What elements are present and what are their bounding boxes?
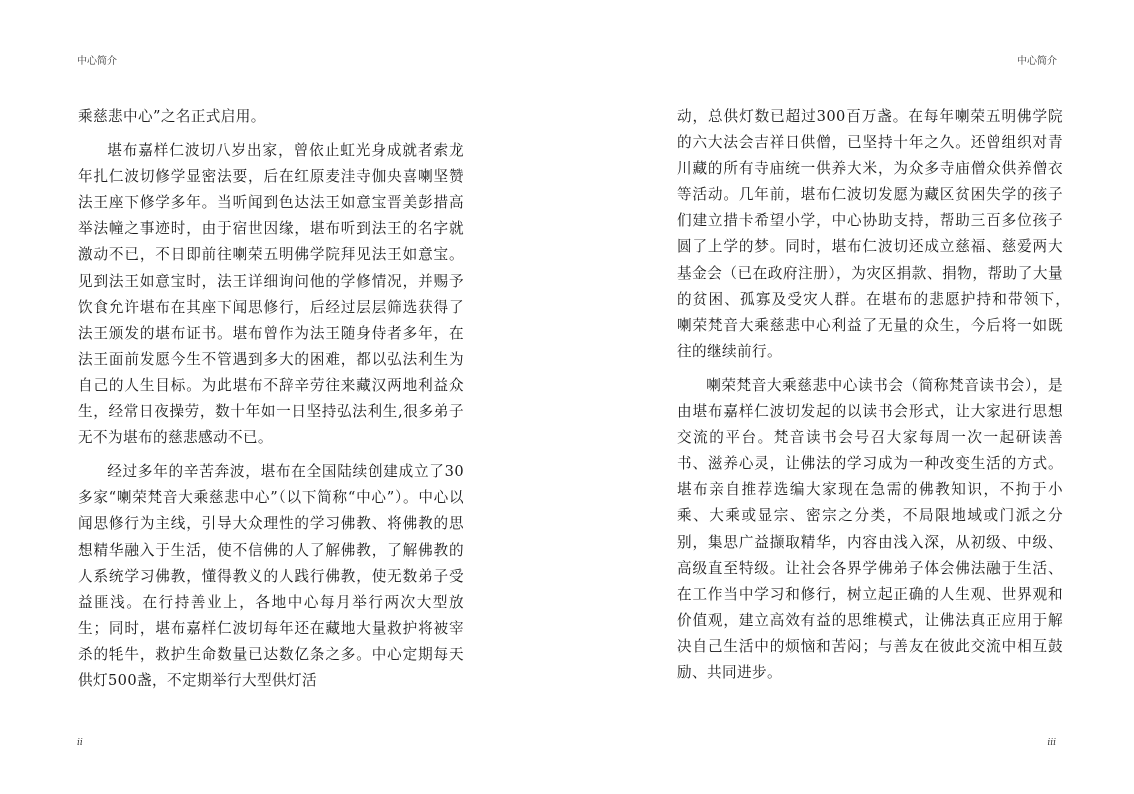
paragraph: 乘慈悲中心”之名正式启用。 xyxy=(78,108,266,125)
paragraph: 经过多年的辛苦奔波，堪布在全国陆续创建成立了30多家“喇荣梵音大乘慈悲中心”（以下简称“中心”）。中心以闻思修行为主线，引导大众理性的学习佛教、将佛教的思想精华融入于生活，使不信佛的人了解佛教，了解佛教的人系统学习佛教，懂得教义的人践行佛教，使无数弟子受益匪浅。在行持善业上，各地中心每月举行两次大型放生；同时，堪布嘉样仁波切每年还在藏地大量救护将被宰杀的牦牛，救护生命数量已达数亿条之多。中心定期每天供灯500盏，不定期举行大型供灯活 xyxy=(78,463,464,689)
paragraph: 动，总供灯数已超过300百万盏。在每年喇荣五明佛学院的六大法会吉祥日供僧，已坚持十年之久。还曾组织对青川藏的所有寺庙统一供养大米，为众多寺庙僧众供养僧衣等活动。几年前，堪布仁波切发愿为藏区贫困失学的孩子们建立措卡希望小学，中心协助支持，帮助三百多位孩子圆了上学的梦。同时，堪布仁波切还成立慈福、慈爱两大基金会（已在政府注册），为灾区捐款、捐物，帮助了大量的贫困、孤寡及受灾人群。在堪布的悲愿护持和带领下， 喇荣梵音大乘慈悲中心利益了无量的众生，今后将一如既往的继续前行。 xyxy=(677,108,1078,360)
right-page xyxy=(567,0,1134,794)
body-text xyxy=(677,104,1078,694)
running-header: 中心简介 xyxy=(77,56,117,67)
page-number: iii xyxy=(1047,738,1056,748)
body-text xyxy=(78,104,464,702)
paragraph: 喇荣梵音大乘慈悲中心读书会（简称梵音读书会），是由堪布嘉样仁波切发起的以读书会形式，让大家进行思想交流的平台。梵音读书会号召大家每周一次一起研读善书、滋养心灵，让佛法的学习成为一种改变生活的方式。堪布亲自推荐选编大家现在急需的佛教知识，不拘于小乘、大乘或显宗、密宗之分类，不局限地域或门派之分别，集思广益撷取精华，内容由浅入深，从初级、中级、高级直至特级。让社会各界学佛弟子体会佛法融于生活、在工作当中学习和修行，树立起正确的人生观、世界观和价值观，建立高效有益的思维模式，让佛法真正应用于解决自己生活中的烦恼和苦闷；与善友在彼此交流中相互鼓励、共同进步。 xyxy=(677,376,1063,681)
running-header: 中心简介 xyxy=(1017,56,1057,67)
page-number: ii xyxy=(77,738,83,748)
paragraph: 堪布嘉样仁波切八岁出家，曾依止虹光身成就者索龙年扎仁波切修学显密法要，后在红原麦洼寺伽央喜喇坚赞法王座下修学多年。当听闻到色达法王如意宝晋美彭措高举法幢之事迹时，由于宿世因缘，堪布听到法王的名字就激动不已，不日即前往喇荣五明佛学院拜见法王如意宝。见到法王如意宝时，法王详细询问他的学修情况，并赐予饮食允许堪布在其座下闻思修行，后经过层层筛选获得了法王颁发的堪布证书。堪布曾作为法王随身侍者多年，在法王面前发愿今生不管遇到多大的困难，都以弘法利生为自己的人生目标。为此堪布不辞辛劳往来藏汉两地利益众生，经常日夜操劳，数十年如一日坚持弘法利生,很多弟子无不为堪布的慈悲感动不已。 xyxy=(78,142,464,447)
